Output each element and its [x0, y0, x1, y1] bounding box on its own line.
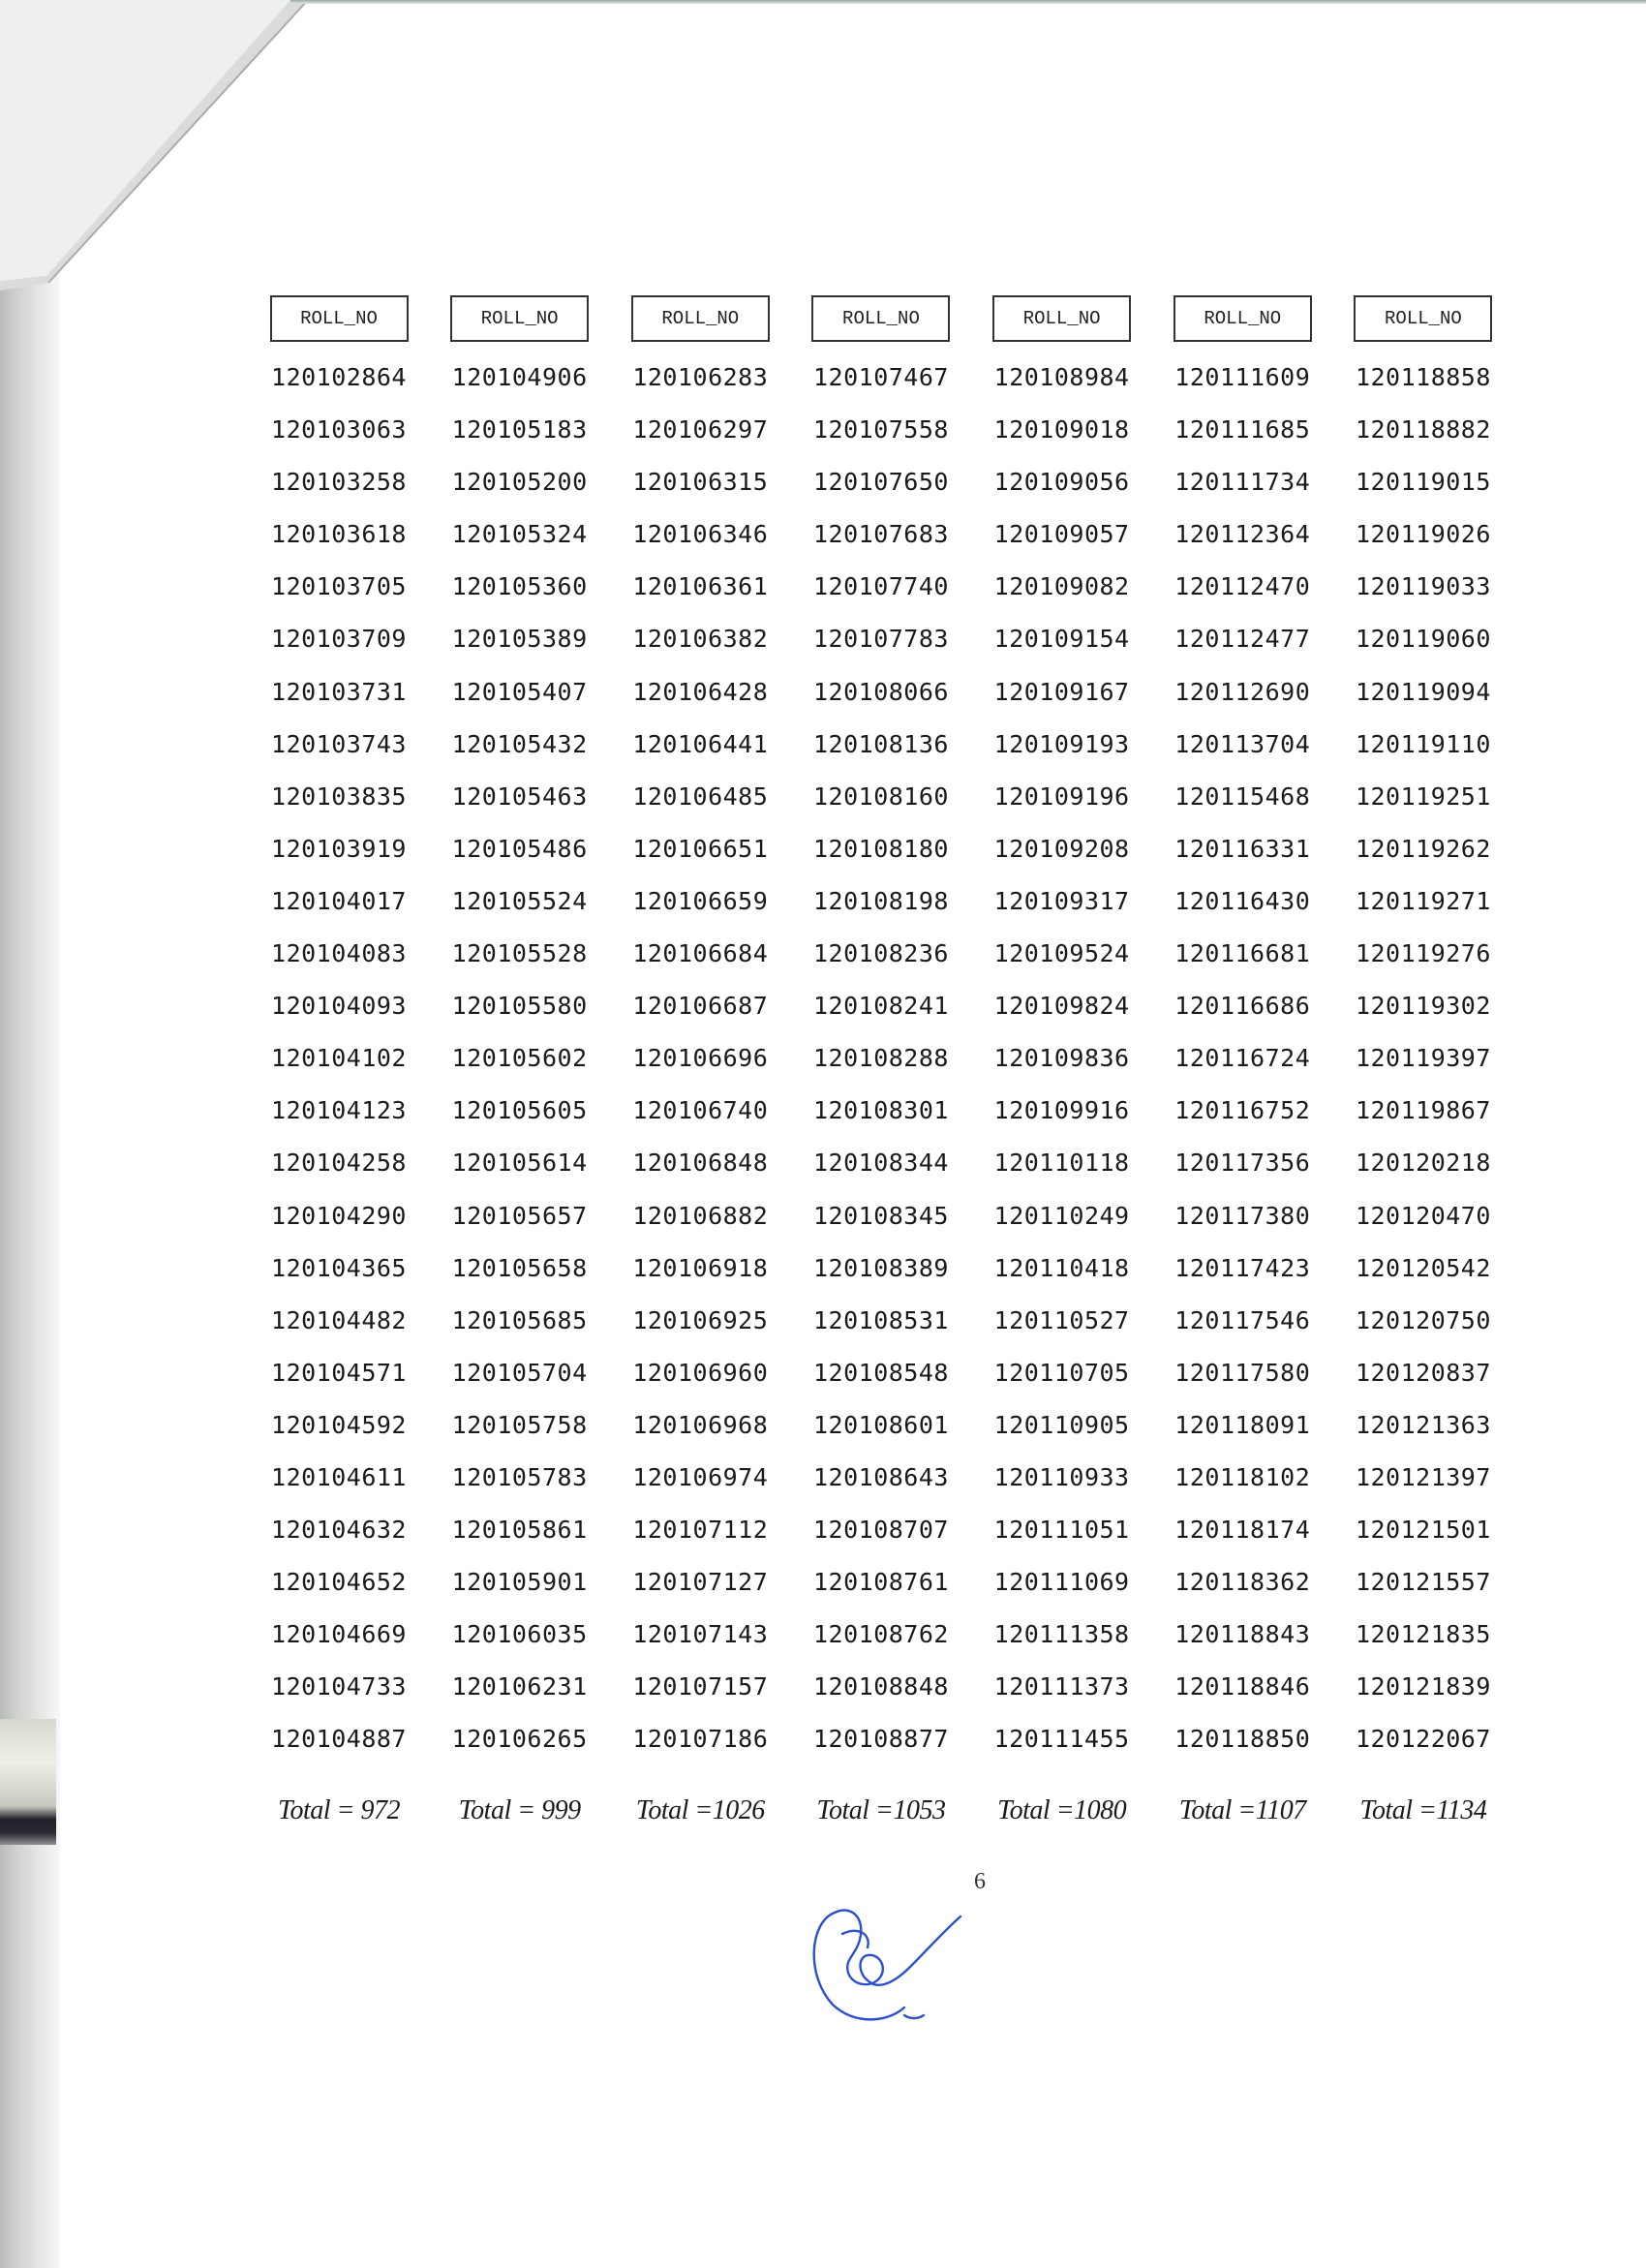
roll-number-cell: 120104093	[271, 992, 407, 1021]
roll-number-cell: 120108643	[812, 1462, 949, 1491]
roll-number-cell: 120108180	[812, 834, 949, 863]
roll-number-cell: 120106925	[632, 1305, 769, 1334]
roll-number-cell: 120106651	[632, 834, 769, 863]
roll-number-cell: 120104592	[271, 1410, 407, 1439]
roll-number-cell: 120111373	[993, 1672, 1130, 1701]
roll-number-cell: 120108066	[812, 677, 949, 706]
roll-number-table	[261, 295, 1501, 1826]
roll-number-cell: 120116752	[1174, 1096, 1311, 1125]
roll-number-cell: 120118091	[1174, 1410, 1311, 1439]
roll-number-cell: 120117356	[1174, 1149, 1311, 1178]
roll-number-cell: 120110705	[993, 1358, 1130, 1387]
roll-number-cell: 120112690	[1174, 677, 1311, 706]
roll-number-cell: 120107683	[812, 520, 949, 549]
roll-number-cell: 120109057	[993, 520, 1130, 549]
page-top-edge	[290, 0, 1646, 4]
roll-number-cell: 120105605	[451, 1096, 588, 1125]
column-total: Total =1053	[816, 1794, 946, 1825]
roll-column	[623, 295, 777, 1826]
roll-number-cell: 120108288	[812, 1044, 949, 1073]
folded-corner-icon	[0, 0, 320, 300]
roll-number-cell: 120121557	[1355, 1568, 1491, 1597]
roll-number-cell: 120106231	[451, 1672, 588, 1701]
roll-number-cell: 120109824	[993, 992, 1130, 1021]
roll-number-cell: 120111051	[993, 1516, 1130, 1545]
roll-number-cell: 120108762	[812, 1620, 949, 1649]
roll-number-cell: 120104083	[271, 939, 407, 968]
roll-number-cell: 120113704	[1174, 729, 1311, 758]
roll-number-cell: 120119867	[1355, 1096, 1491, 1125]
column-total: Total =1026	[635, 1794, 765, 1825]
roll-number-cell: 120105657	[451, 1201, 588, 1230]
roll-number-cell: 120105486	[451, 834, 588, 863]
roll-number-cell: 120105463	[451, 782, 588, 811]
roll-number-cell: 120111685	[1174, 415, 1311, 444]
roll-number-cell: 120107157	[632, 1672, 769, 1701]
roll-number-cell: 120103709	[271, 625, 407, 654]
roll-number-cell: 120110249	[993, 1201, 1130, 1230]
roll-number-cell: 120109018	[993, 415, 1130, 444]
column-total: Total = 999	[458, 1794, 581, 1825]
roll-number-cell: 120104123	[271, 1096, 407, 1125]
roll-number-cell: 120104365	[271, 1253, 407, 1282]
roll-number-cell: 120109082	[993, 572, 1130, 601]
roll-number-cell: 120107467	[812, 363, 949, 391]
roll-number-cell: 120112470	[1174, 572, 1311, 601]
roll-number-cell: 120105783	[451, 1462, 588, 1491]
roll-number-cell: 120103258	[271, 468, 407, 497]
roll-number-cell: 120110933	[993, 1462, 1130, 1491]
roll-number-cell: 120105360	[451, 572, 588, 601]
roll-number-cell: 120118174	[1174, 1516, 1311, 1545]
roll-number-cell: 120106696	[632, 1044, 769, 1073]
roll-number-cell: 120106297	[632, 415, 769, 444]
roll-number-cell: 120117580	[1174, 1358, 1311, 1387]
roll-number-cell: 120107127	[632, 1568, 769, 1597]
roll-number-cell: 120106428	[632, 677, 769, 706]
roll-number-cell: 120103835	[271, 782, 407, 811]
roll-number-cell: 120105658	[451, 1253, 588, 1282]
roll-number-cell: 120118882	[1355, 415, 1491, 444]
roll-number-cell: 120104017	[271, 886, 407, 915]
roll-number-cell: 120105528	[451, 939, 588, 968]
roll-number-cell: 120105861	[451, 1516, 588, 1545]
roll-number-cell: 120119033	[1355, 572, 1491, 601]
roll-number-cell: 120103063	[271, 415, 407, 444]
roll-number-cell: 120120837	[1355, 1358, 1491, 1387]
roll-number-cell: 120108301	[812, 1096, 949, 1125]
roll-number-cell: 120105901	[451, 1568, 588, 1597]
roll-number-cell: 120110118	[993, 1149, 1130, 1178]
roll-number-cell: 120120470	[1355, 1201, 1491, 1230]
roll-number-cell: 120104733	[271, 1672, 407, 1701]
roll-number-cell: 120106848	[632, 1149, 769, 1178]
roll-number-cell: 120108344	[812, 1149, 949, 1178]
roll-number-cell: 120105183	[451, 415, 588, 444]
roll-number-cell: 120118850	[1174, 1725, 1311, 1754]
roll-number-cell: 120104887	[271, 1725, 407, 1754]
roll-number-cell: 120111455	[993, 1725, 1130, 1754]
roll-number-cell: 120108389	[812, 1253, 949, 1282]
column-header: ROLL_NO	[992, 295, 1131, 342]
roll-number-cell: 120106346	[632, 520, 769, 549]
roll-number-cell: 120106361	[632, 572, 769, 601]
roll-number-cell: 120117546	[1174, 1305, 1311, 1334]
roll-number-cell: 120109208	[993, 834, 1130, 863]
roll-number-cell: 120104652	[271, 1568, 407, 1597]
roll-number-cell: 120106485	[632, 782, 769, 811]
roll-number-cell: 120108707	[812, 1516, 949, 1545]
roll-number-cell: 120108345	[812, 1201, 949, 1230]
roll-number-cell: 120103705	[271, 572, 407, 601]
roll-number-cell: 120103743	[271, 729, 407, 758]
roll-number-cell: 120117423	[1174, 1253, 1311, 1282]
roll-number-cell: 120106315	[632, 468, 769, 497]
roll-number-cell: 120105704	[451, 1358, 588, 1387]
roll-number-cell: 120104669	[271, 1620, 407, 1649]
roll-number-cell: 120108877	[812, 1725, 949, 1754]
roll-number-cell: 120107740	[812, 572, 949, 601]
roll-number-cell: 120117380	[1174, 1201, 1311, 1230]
roll-number-cell: 120104611	[271, 1462, 407, 1491]
roll-column	[804, 295, 959, 1826]
roll-number-cell: 120107143	[632, 1620, 769, 1649]
roll-number-cell: 120105685	[451, 1305, 588, 1334]
roll-number-cell: 120120218	[1355, 1149, 1491, 1178]
roll-number-cell: 120118102	[1174, 1462, 1311, 1491]
roll-number-cell: 120110527	[993, 1305, 1130, 1334]
roll-number-cell: 120121835	[1355, 1620, 1491, 1649]
roll-number-cell: 120106684	[632, 939, 769, 968]
roll-number-cell: 120119397	[1355, 1044, 1491, 1073]
roll-number-cell: 120110905	[993, 1410, 1130, 1439]
roll-number-cell: 120105758	[451, 1410, 588, 1439]
roll-number-cell: 120107112	[632, 1516, 769, 1545]
roll-number-cell: 120120750	[1355, 1305, 1491, 1334]
roll-number-cell: 120118858	[1355, 363, 1491, 391]
roll-number-cell: 120107783	[812, 625, 949, 654]
roll-number-cell: 120119110	[1355, 729, 1491, 758]
roll-number-cell: 120111734	[1174, 468, 1311, 497]
column-header: ROLL_NO	[1354, 295, 1492, 342]
roll-number-cell: 120116430	[1174, 886, 1311, 915]
roll-number-cell: 120116724	[1174, 1044, 1311, 1073]
roll-number-cell: 120102864	[271, 363, 407, 391]
roll-number-cell: 120108531	[812, 1305, 949, 1334]
roll-number-cell: 120108241	[812, 992, 949, 1021]
roll-number-cell: 120105602	[451, 1044, 588, 1073]
roll-number-cell: 120108848	[812, 1672, 949, 1701]
roll-number-cell: 120119094	[1355, 677, 1491, 706]
roll-column	[442, 295, 597, 1826]
signature-icon	[804, 1884, 978, 2029]
roll-number-cell: 120118362	[1174, 1568, 1311, 1597]
roll-number-cell: 120104102	[271, 1044, 407, 1073]
roll-number-cell: 120121363	[1355, 1410, 1491, 1439]
roll-number-cell: 120106918	[632, 1253, 769, 1282]
roll-number-cell: 120104258	[271, 1149, 407, 1178]
roll-number-cell: 120109836	[993, 1044, 1130, 1073]
roll-number-cell: 120108198	[812, 886, 949, 915]
roll-number-cell: 120119015	[1355, 468, 1491, 497]
roll-number-cell: 120121501	[1355, 1516, 1491, 1545]
column-header: ROLL_NO	[1174, 295, 1312, 342]
roll-number-cell: 120118843	[1174, 1620, 1311, 1649]
column-total: Total = 972	[278, 1794, 400, 1825]
roll-number-cell: 120106382	[632, 625, 769, 654]
roll-number-cell: 120108548	[812, 1358, 949, 1387]
roll-number-cell: 120116686	[1174, 992, 1311, 1021]
column-total: Total =1080	[997, 1794, 1127, 1825]
roll-column	[261, 295, 416, 1826]
roll-number-cell: 120109317	[993, 886, 1130, 915]
column-header: ROLL_NO	[450, 295, 589, 342]
roll-number-cell: 120109193	[993, 729, 1130, 758]
roll-number-cell: 120119302	[1355, 992, 1491, 1021]
roll-number-cell: 120107650	[812, 468, 949, 497]
roll-number-cell: 120118846	[1174, 1672, 1311, 1701]
roll-number-cell: 120103919	[271, 834, 407, 863]
roll-number-cell: 120119251	[1355, 782, 1491, 811]
roll-number-cell: 120109056	[993, 468, 1130, 497]
roll-number-cell: 120105524	[451, 886, 588, 915]
roll-number-cell: 120111358	[993, 1620, 1130, 1649]
roll-number-cell: 120107186	[632, 1725, 769, 1754]
roll-number-cell: 120109196	[993, 782, 1130, 811]
roll-number-cell: 120122067	[1355, 1725, 1491, 1754]
roll-number-cell: 120106740	[632, 1096, 769, 1125]
roll-number-cell: 120106968	[632, 1410, 769, 1439]
roll-number-cell: 120105580	[451, 992, 588, 1021]
roll-column	[1346, 295, 1501, 1826]
roll-number-cell: 120109167	[993, 677, 1130, 706]
roll-number-cell: 120116331	[1174, 834, 1311, 863]
roll-number-cell: 120106960	[632, 1358, 769, 1387]
roll-number-cell: 120108761	[812, 1568, 949, 1597]
roll-number-cell: 120105324	[451, 520, 588, 549]
roll-column	[1165, 295, 1320, 1826]
roll-number-cell: 120104632	[271, 1516, 407, 1545]
roll-number-cell: 120105432	[451, 729, 588, 758]
roll-number-cell: 120119271	[1355, 886, 1491, 915]
roll-number-cell: 120104906	[451, 363, 588, 391]
roll-number-cell: 120106441	[632, 729, 769, 758]
roll-number-cell: 120109524	[993, 939, 1130, 968]
roll-number-cell: 120106882	[632, 1201, 769, 1230]
roll-number-cell: 120121397	[1355, 1462, 1491, 1491]
roll-number-cell: 120108136	[812, 729, 949, 758]
roll-number-cell: 120119276	[1355, 939, 1491, 968]
roll-number-cell: 120107558	[812, 415, 949, 444]
roll-number-cell: 120108160	[812, 782, 949, 811]
scanner-edge	[0, 0, 60, 2268]
roll-number-cell: 120110418	[993, 1253, 1130, 1282]
page-number: 6	[974, 1869, 986, 1894]
roll-number-cell: 120111609	[1174, 363, 1311, 391]
column-header: ROLL_NO	[811, 295, 950, 342]
roll-number-cell: 120106265	[451, 1725, 588, 1754]
roll-number-cell: 120112477	[1174, 625, 1311, 654]
roll-number-cell: 120106687	[632, 992, 769, 1021]
roll-number-cell: 120108601	[812, 1410, 949, 1439]
roll-number-cell: 120119026	[1355, 520, 1491, 549]
roll-number-cell: 120103618	[271, 520, 407, 549]
roll-number-cell: 120104571	[271, 1358, 407, 1387]
roll-number-cell: 120108236	[812, 939, 949, 968]
roll-number-cell: 120106283	[632, 363, 769, 391]
roll-number-cell: 120116681	[1174, 939, 1311, 968]
roll-number-cell: 120108984	[993, 363, 1130, 391]
roll-number-cell: 120105389	[451, 625, 588, 654]
roll-number-cell: 120109154	[993, 625, 1130, 654]
roll-number-cell: 120112364	[1174, 520, 1311, 549]
roll-number-cell: 120104482	[271, 1305, 407, 1334]
roll-number-cell: 120119262	[1355, 834, 1491, 863]
roll-number-cell: 120104290	[271, 1201, 407, 1230]
roll-number-cell: 120109916	[993, 1096, 1130, 1125]
scanner-strip	[0, 1719, 56, 1845]
roll-number-cell: 120105407	[451, 677, 588, 706]
roll-number-cell: 120106659	[632, 886, 769, 915]
column-header: ROLL_NO	[631, 295, 770, 342]
roll-column	[985, 295, 1140, 1826]
column-total: Total =1107	[1178, 1794, 1306, 1825]
column-total: Total =1134	[1359, 1794, 1487, 1825]
column-header: ROLL_NO	[270, 295, 409, 342]
roll-number-cell: 120105200	[451, 468, 588, 497]
roll-number-cell: 120115468	[1174, 782, 1311, 811]
roll-number-cell: 120105614	[451, 1149, 588, 1178]
roll-number-cell: 120111069	[993, 1568, 1130, 1597]
roll-number-cell: 120106035	[451, 1620, 588, 1649]
roll-number-cell: 120119060	[1355, 625, 1491, 654]
roll-number-cell: 120103731	[271, 677, 407, 706]
roll-number-cell: 120120542	[1355, 1253, 1491, 1282]
roll-number-cell: 120106974	[632, 1462, 769, 1491]
roll-number-cell: 120121839	[1355, 1672, 1491, 1701]
